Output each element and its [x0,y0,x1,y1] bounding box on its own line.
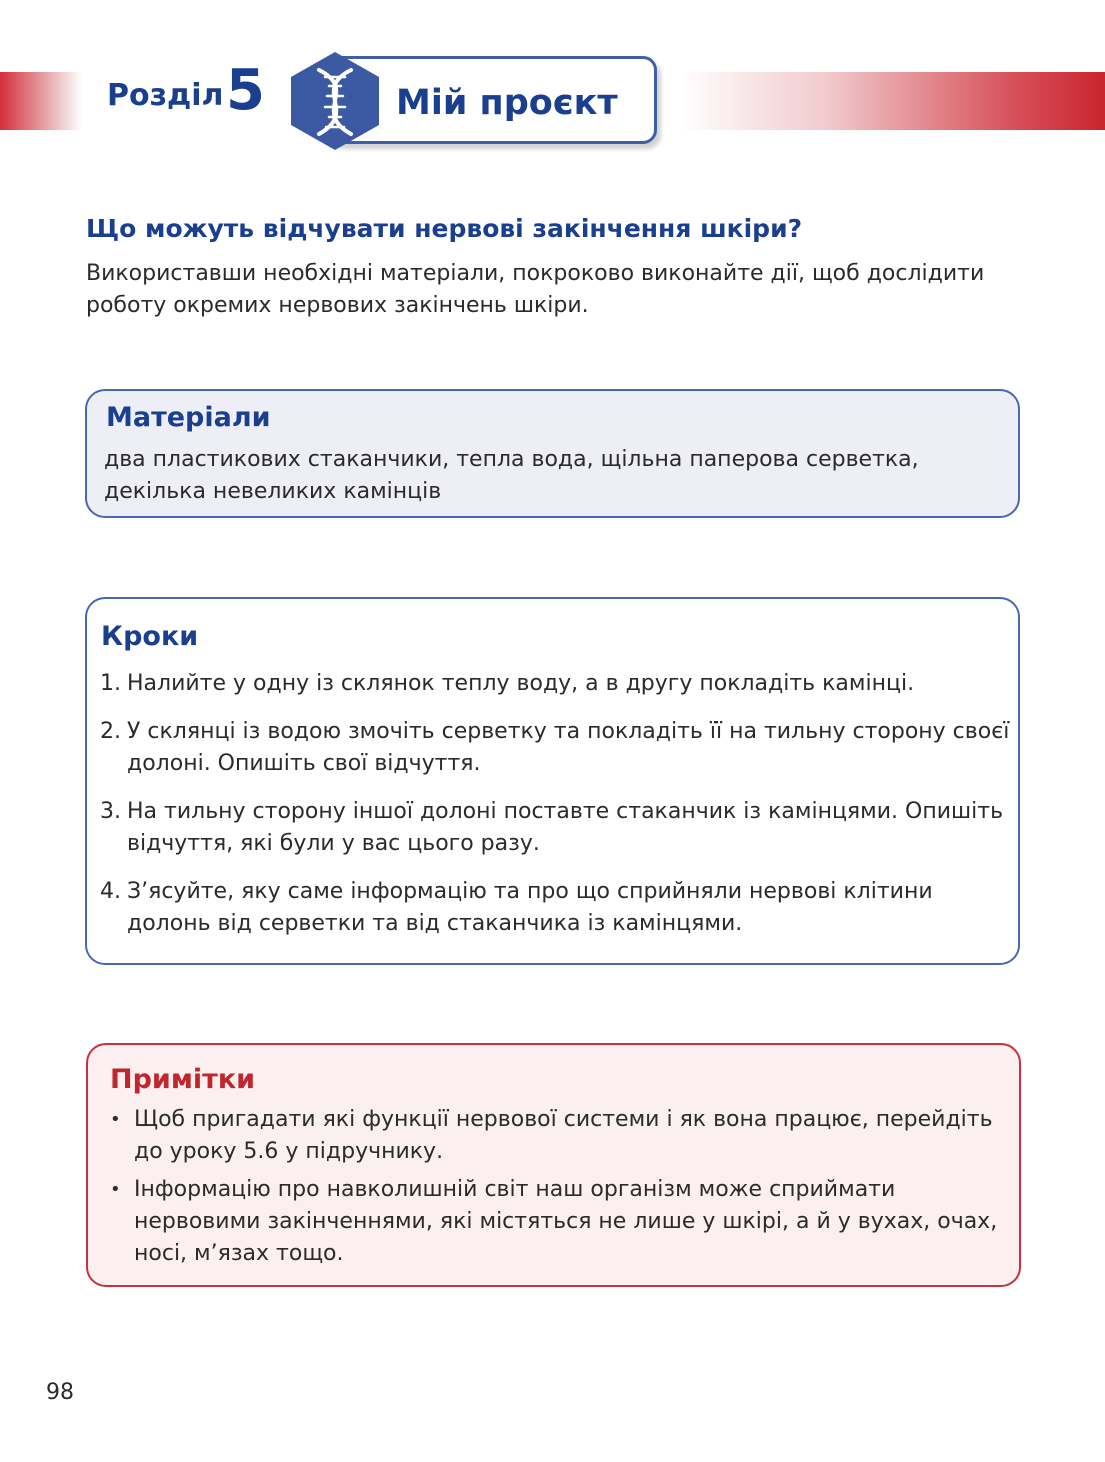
step-text: На тильну сторону іншої долоні поставте стаканчик із камінцями. Опишіть відчуття, які були у вас цього разу. [127,799,1004,856]
note-text: Інформацію про навколишній світ наш організм може сприймати нервовими закінченнями, які містяться не лише у шкірі, а й у вухах, очах, носі, м’язах тощо. [134,1177,998,1266]
section-label: Розділ [107,78,224,113]
steps-list [100,668,1015,956]
header-band-left [0,72,82,130]
materials-text: два пластикових стаканчики, тепла вода, щільна паперова серветка, декілька невеликих камінців [104,447,919,504]
notes-list [110,1104,1005,1276]
step-item [100,668,1015,700]
step-number: 3. [100,799,121,824]
note-item [110,1174,1005,1270]
section-number: 5 [226,58,265,123]
bullet-icon: • [110,1109,121,1130]
step-text: У склянці із водою змочіть серветку та покладіть її на тильну сторону своєї долоні. Опишіть свої відчуття. [127,719,1010,776]
note-item [110,1104,1005,1168]
note-text: Щоб пригадати які функції нервової системи і як вона працює, перейдіть до уроку 5.6 у підручнику. [134,1107,993,1164]
header-band-right [680,72,1105,130]
step-number: 1. [100,671,121,696]
step-text: Налийте у одну із склянок теплу воду, а в другу покладіть камінці. [127,671,915,696]
materials-title: Матеріали [106,402,271,433]
dna-icon [289,50,381,152]
step-number: 4. [100,879,121,904]
steps-title: Кроки [101,621,199,652]
intro-text: Використавши необхідні матеріали, покроково виконайте дії, щоб дослідити роботу окремих нервових закінчень шкіри. [86,261,985,318]
bullet-icon: • [110,1179,121,1200]
step-number: 2. [100,719,121,744]
question-heading: Що можуть відчувати нервові закінчення шкіри? [86,214,803,243]
step-item [100,876,1015,940]
step-item [100,716,1015,780]
notes-title: Примітки [110,1064,256,1095]
step-text: З’ясуйте, яку саме інформацію та про що сприйняли нервові клітини долонь від серветки та від стаканчика із камінцями. [127,879,933,936]
step-item [100,796,1015,860]
page-number: 98 [46,1380,74,1405]
page-title: Мій проєкт [396,83,618,123]
